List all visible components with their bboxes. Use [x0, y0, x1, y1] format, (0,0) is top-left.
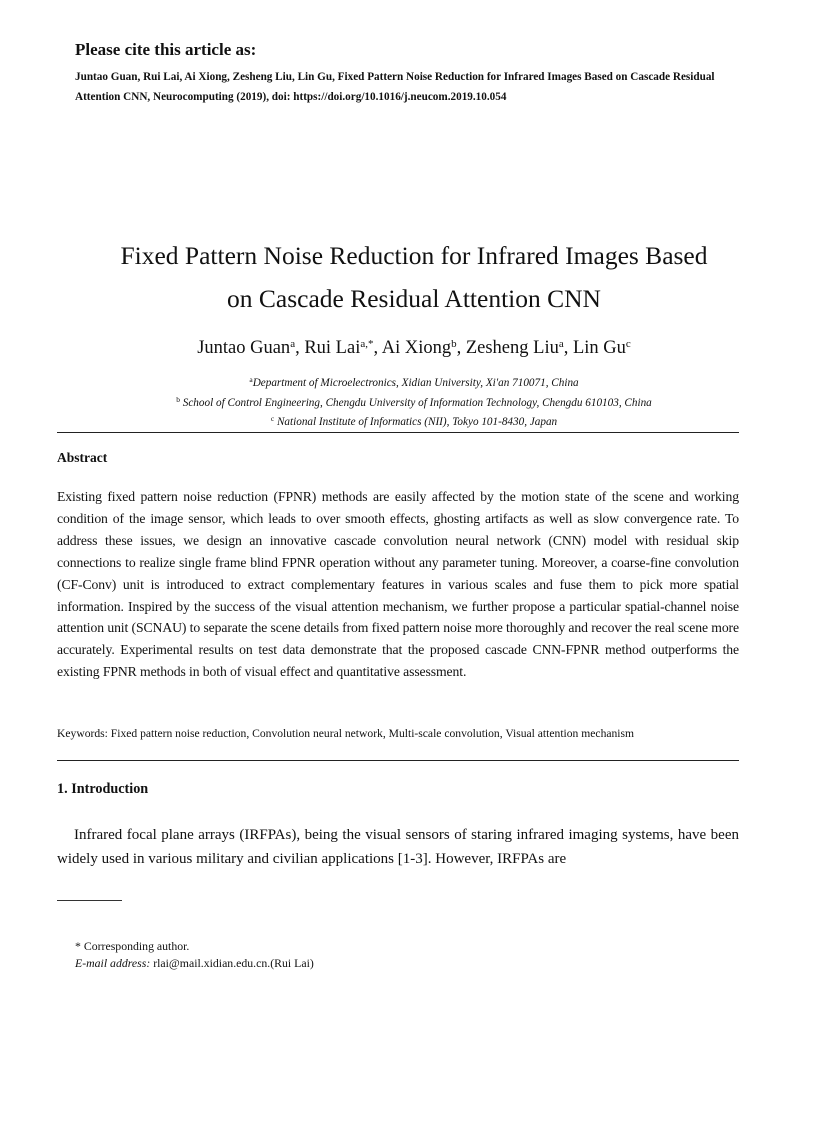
- affiliation-text: School of Control Engineering, Chengdu University of Information Technology, Chengdu 610103, China: [179, 397, 652, 409]
- author-affil-mark: c: [625, 338, 631, 350]
- affiliation-mark: a: [249, 375, 253, 384]
- abstract-text: Existing fixed pattern noise reduction (FPNR) methods are easily affected by the motion state of the scene and working condition of the image sensor, which leads to over smooth effects, ghosting artifacts as well as slow convergence rate. To address these issues, we design an innovative cascade convolution neural network (CNN) model with residual skip connections to realize single frame blind FPNR operation without any parameter tuning. Moreover, a coarse-fine convolution (CF-Conv) unit is introduced to extract complementary features in various scales and fuse them to pick more spatial information. Inspired by the success of the visual attention mechanism, we further propose a particular spatial-channel noise attention unit (SCNAU) to separate the scene details from fixed pattern noise more thoroughly and recover the real scene more accurately. Experimental results on test data demonstrate that the proposed cascade CNN-FPNR method outperforms the existing FPNR methods in both of visual effect and quantitative assessment.: [57, 489, 739, 680]
- footnote-email: [75, 956, 314, 971]
- email-label: E-mail address:: [75, 956, 151, 970]
- paper-title: [40, 234, 788, 320]
- affiliation-text: Department of Microelectronics, Xidian University, Xi'an 710071, China: [252, 377, 579, 389]
- author-name: Ai Xiong: [381, 338, 452, 358]
- affiliation-mark: c: [270, 414, 275, 423]
- title-line-1: Fixed Pattern Noise Reduction for Infrared Images Based: [120, 241, 708, 270]
- author-affil-mark: b: [451, 338, 457, 350]
- title-line-2: on Cascade Residual Attention CNN: [227, 284, 601, 313]
- citation-text: Juntao Guan, Rui Lai, Ai Xiong, Zesheng Liu, Lin Gu, Fixed Pattern Noise Reduction for Infrared Images Based on Cascade Residual Attention CNN, Neurocomputing (2019), doi: https://doi.org/10.1016/j.neucom.2019.10.054: [75, 71, 715, 103]
- author-separator: ,: [563, 338, 573, 358]
- author-separator: ,: [373, 338, 382, 358]
- affiliation-mark: b: [176, 395, 180, 404]
- affiliation-a: [40, 377, 788, 389]
- footnote-corresponding: * Corresponding author.: [75, 939, 190, 953]
- footnote-rule: [57, 900, 122, 901]
- email-address: rlai@mail.xidian.edu.cn.(Rui Lai): [150, 956, 314, 970]
- author-name: Zesheng Liu: [465, 338, 559, 358]
- keywords: Keywords: Fixed pattern noise reduction, Convolution neural network, Multi-scale convolution, Visual attention mechanism: [57, 727, 635, 740]
- author-affil-mark: a: [290, 338, 296, 350]
- author-name: Rui Lai: [304, 338, 361, 358]
- introduction-text: Infrared focal plane arrays (IRFPAs), being the visual sensors of staring infrared imaging systems, have been widely used in various military and civilian applications [1-3]. However, IRFPAs are: [57, 827, 739, 867]
- affiliation-c: [40, 416, 788, 428]
- section-heading-introduction: 1. Introduction: [57, 781, 149, 797]
- abstract-heading: Abstract: [57, 450, 108, 465]
- author-separator: ,: [456, 338, 466, 358]
- citation-heading: Please cite this article as:: [75, 40, 257, 59]
- author-name: Lin Gu: [572, 338, 626, 358]
- author-affil-mark: a,*: [360, 338, 374, 350]
- author-name: Juntao Guan: [197, 338, 291, 358]
- divider-bottom: [57, 760, 739, 761]
- author-separator: ,: [295, 338, 305, 358]
- divider-top: [57, 432, 739, 433]
- affiliation-b: [40, 397, 788, 409]
- author-list: [40, 338, 788, 359]
- author-affil-mark: a: [558, 338, 564, 350]
- affiliation-text: National Institute of Informatics (NII), Tokyo 101-8430, Japan: [274, 416, 558, 428]
